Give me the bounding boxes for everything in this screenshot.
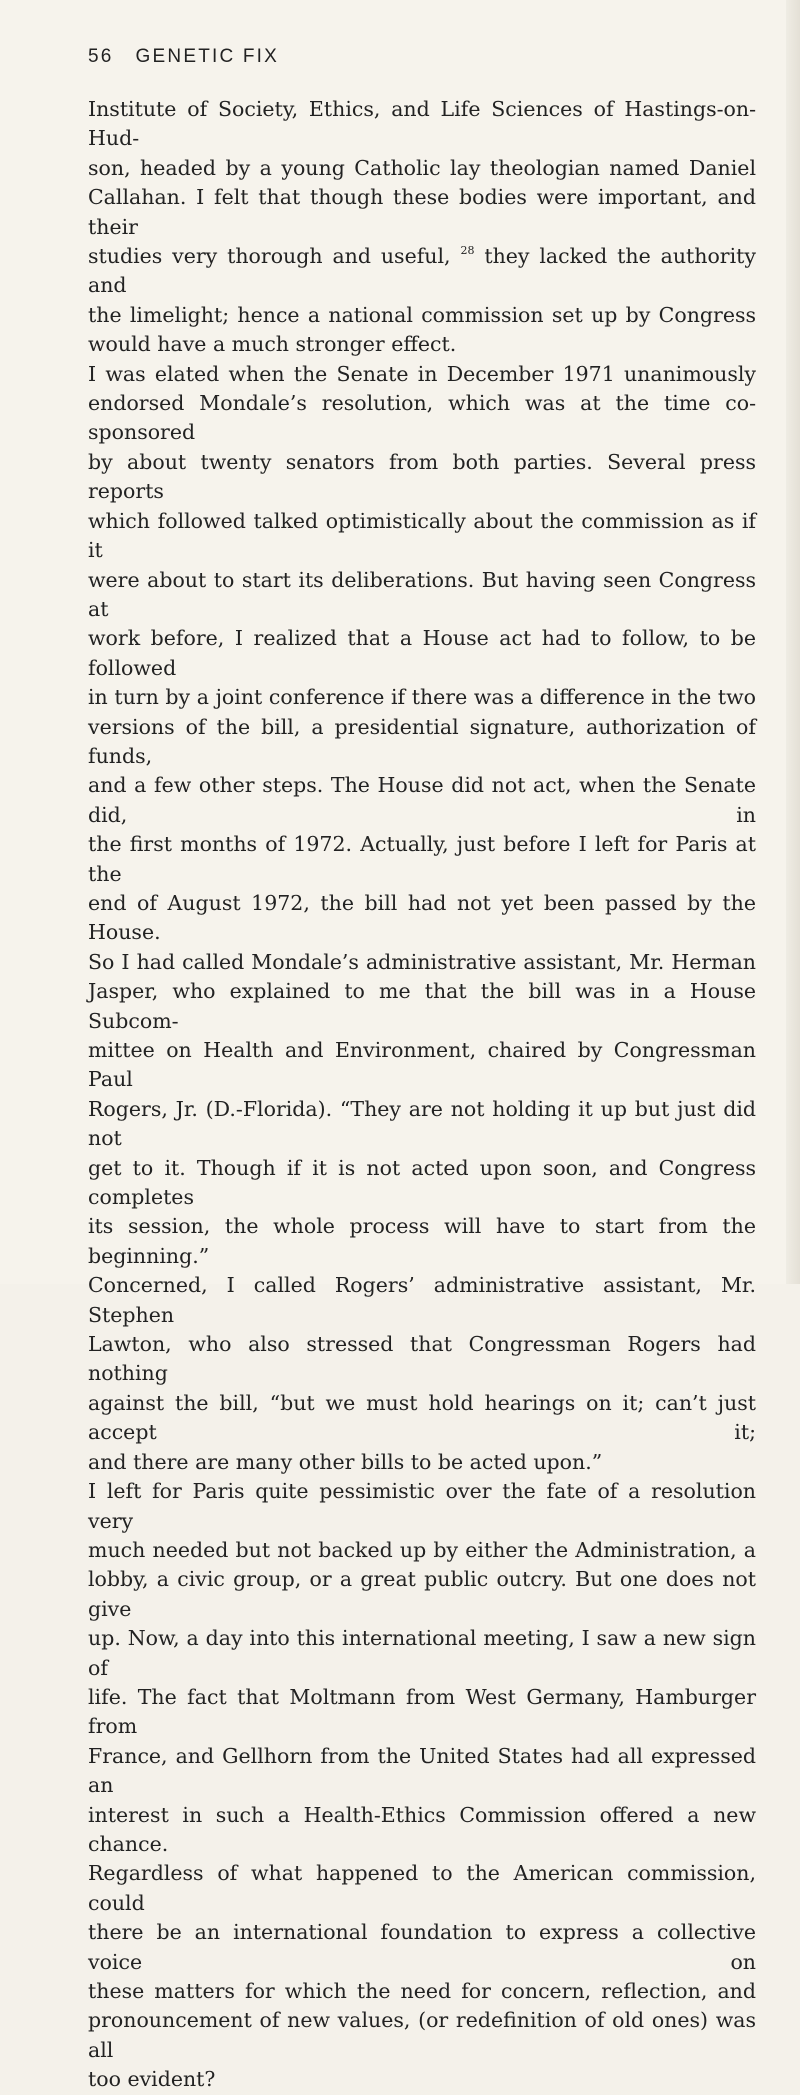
running-title: GENETIC FIX <box>135 46 280 67</box>
text-line: there be an international foundation to express a collective voice on <box>88 1920 756 1974</box>
text-line: Jasper, who explained to me that the bill was in a House Subcom- <box>88 979 756 1033</box>
text-line: Lawton, who also stressed that Congressman Rogers had nothing <box>88 1332 756 1386</box>
text-line: pronouncement of new values, (or redefinition of old ones) was all <box>88 2008 756 2062</box>
text-fragment: they lacked the authority and <box>88 244 756 298</box>
text-line: I was elated when the Senate in December 1971 unanimously <box>88 361 756 386</box>
text-line: and a few other steps. The House did not act, when the Senate did, in <box>88 773 756 827</box>
text-line: Institute of Society, Ethics, and Life Sciences of Hastings-on-Hud- <box>88 97 756 151</box>
footnote-ref[interactable]: 28 <box>460 244 475 258</box>
text-line: these matters for which the need for concern, reflection, and <box>88 1979 756 2003</box>
body-text <box>88 95 756 2095</box>
text-line: were about to start its deliberations. But having seen Congress at <box>88 567 756 621</box>
text-fragment: studies very thorough and useful, <box>88 244 451 269</box>
text-line: the first months of 1972. Actually, just before I left for Paris at the <box>88 832 756 886</box>
text-line: mittee on Health and Environment, chaired by Congressman Paul <box>88 1038 756 1092</box>
text-line: Callahan. I felt that though these bodies were important, and their <box>88 185 756 239</box>
text-line: work before, I realized that a House act had to follow, to be followed <box>88 626 756 680</box>
text-line: and there are many other bills to be acted upon.” <box>88 1449 603 1474</box>
text-line: the limelight; hence a national commission set up by Congress <box>88 302 756 327</box>
text-line: France, and Gellhorn from the United States had all expressed an <box>88 1743 756 1798</box>
text-line: would have a much stronger effect. <box>88 332 457 357</box>
page-edge-shadow <box>786 0 800 1284</box>
text-line: interest in such a Health-Ethics Commission offered a new chance. <box>88 1802 756 1856</box>
text-line: son, headed by a young Catholic lay theologian named Daniel <box>88 155 756 180</box>
text-line: Regardless of what happened to the American commission, could <box>88 1861 756 1915</box>
text-line: life. The fact that Moltmann from West Germany, Hamburger from <box>88 1684 756 1739</box>
text-line: against the bill, “but we must hold hearings on it; can’t just accept it; <box>88 1390 756 1445</box>
text-line: in turn by a joint conference if there was a difference in the two <box>88 685 756 710</box>
text-line: much needed but not backed up by either the Administration, a <box>88 1537 756 1562</box>
page-number: 56 <box>88 46 114 67</box>
text-line: up. Now, a day into this international meeting, I saw a new sign of <box>88 1626 756 1680</box>
text-line: versions of the bill, a presidential signature, authorization of funds, <box>88 714 756 768</box>
text-line: get to it. Though if it is not acted upon soon, and Congress completes <box>88 1155 756 1210</box>
running-head <box>88 46 279 68</box>
text-line: I left for Paris quite pessimistic over the fate of a resolution very <box>88 1479 756 1533</box>
text-line: Concerned, I called Rogers’ administrative assistant, Mr. Stephen <box>88 1273 756 1327</box>
text-line: So I had called Mondale’s administrative assistant, Mr. Herman <box>88 949 756 974</box>
text-line: Rogers, Jr. (D.-Florida). “They are not holding it up but just did not <box>88 1096 756 1151</box>
text-line: lobby, a civic group, or a great public outcry. But one does not give <box>88 1567 756 1621</box>
text-line: its session, the whole process will have to start from the beginning.” <box>88 1214 756 1268</box>
text-line: end of August 1972, the bill had not yet been passed by the House. <box>88 890 756 945</box>
text-line: endorsed Mondale’s resolution, which was at the time co-sponsored <box>88 391 756 445</box>
text-line-with-footnote <box>88 242 756 301</box>
text-line: too evident? <box>88 2067 216 2092</box>
text-line: by about twenty senators from both parties. Several press reports <box>88 449 756 504</box>
text-line: which followed talked optimistically about the commission as if it <box>88 508 756 563</box>
